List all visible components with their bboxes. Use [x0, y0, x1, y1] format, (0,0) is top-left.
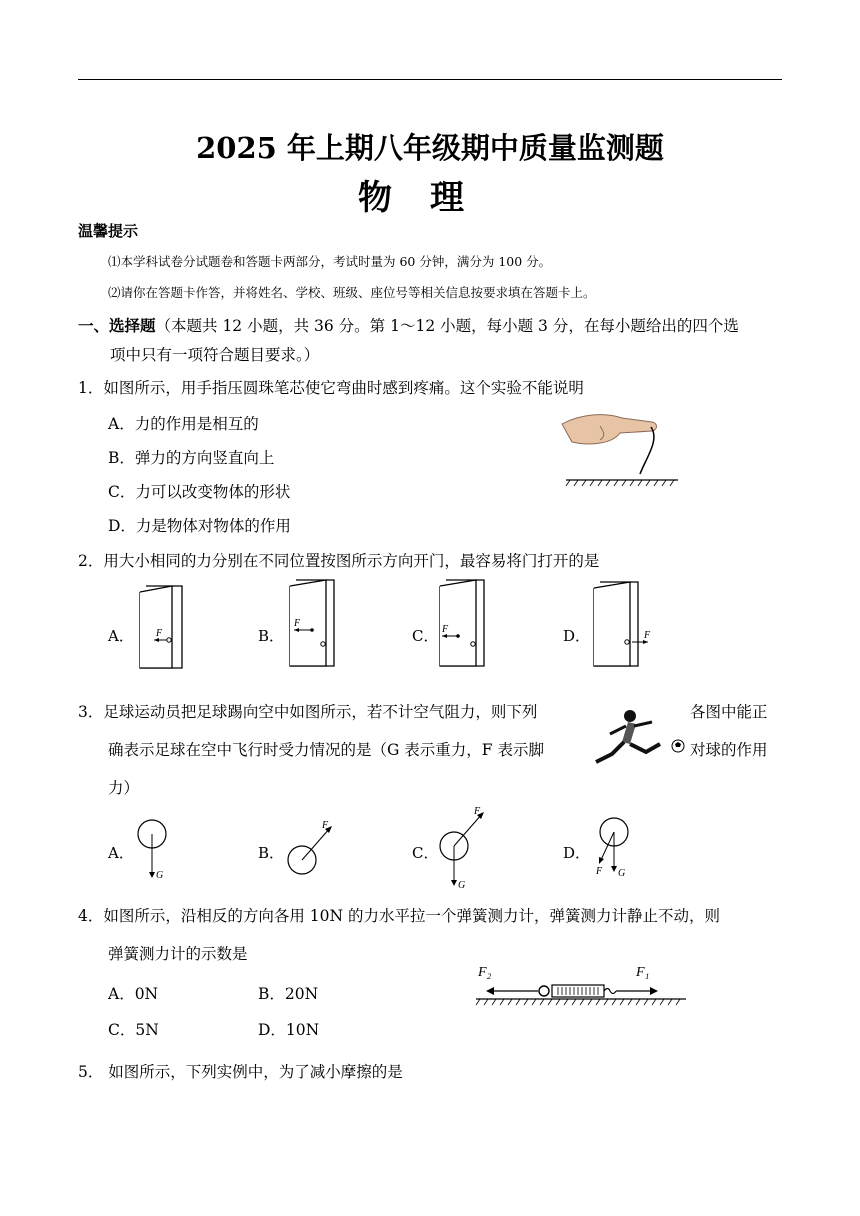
q2-option-c: C． [412, 627, 439, 645]
q3-option-d: D． [563, 844, 591, 862]
exam-title: 2025 年上期八年级期中质量监测题 [196, 131, 664, 165]
question-4-stem-1: 4．如图所示，沿相反的方向各用 10N 的力水平拉一个弹簧测力计，弹簧测力计静止不动，则 [78, 907, 721, 925]
section-title: 一、选择题 [78, 317, 156, 335]
q2-option-a: A． [108, 627, 134, 645]
question-4-stem-2: 弹簧测力计的示数是 [108, 945, 248, 963]
question-3-stem-2a: 确表示足球在空中飞行时受力情况的是（G 表示重力，F 表示脚 [108, 741, 544, 759]
q1-option-d: D．力是物体对物体的作用 [108, 517, 291, 535]
q4-option-d: D．10N [258, 1021, 320, 1039]
f1-label: F₁ [636, 965, 650, 980]
q3-c-g-label: G [458, 880, 466, 891]
q2-c-force-label: F [442, 624, 449, 635]
door-figure-d [590, 580, 660, 672]
header-rule [78, 79, 782, 80]
q4-option-b: B．20N [258, 985, 319, 1003]
q3-b-f-label: F [322, 820, 329, 831]
q1-option-a: A．力的作用是相互的 [108, 415, 259, 433]
q3-d-g-label: G [618, 868, 626, 879]
section-desc: （本题共 12 小题，共 36 分。第 1～12 小题，每小题 3 分，在每小题给出的四个选 [155, 317, 739, 335]
q2-a-force-label: F [156, 628, 163, 639]
q1-option-b: B．弹力的方向竖直向上 [108, 449, 275, 467]
ball-force-diagram-b [286, 818, 346, 880]
q2-option-d: D． [563, 627, 591, 645]
q3-option-a: A． [108, 844, 134, 862]
question-3-stem-1a: 3．足球运动员把足球踢向空中如图所示，若不计空气阻力，则下列 [78, 703, 538, 721]
section-heading [78, 314, 739, 336]
finger-pen-figure [560, 400, 685, 490]
q3-option-b: B． [258, 844, 285, 862]
q3-c-f-label: F [474, 806, 481, 817]
question-3-stem-2b: 对球的作用 [690, 741, 768, 759]
tips-heading: 温馨提示 [78, 222, 139, 240]
q2-d-force-label: F [644, 630, 651, 641]
door-figure-a [136, 584, 192, 672]
tip-item: ⑴本学科试卷分试题卷和答题卡两部分，考试时量为 60 分钟，满分为 100 分。 [108, 254, 552, 269]
football-player-figure [590, 708, 690, 770]
q2-b-force-label: F [294, 618, 301, 629]
f2-label: F₂ [478, 965, 492, 980]
tip-item: ⑵请你在答题卡作答，并将姓名、学校、班级、座位号等相关信息按要求填在答题卡上。 [108, 285, 596, 300]
question-2-stem: 2．用大小相同的力分别在不同位置按图所示方向开门，最容易将门打开的是 [78, 552, 600, 570]
q3-option-c: C． [412, 844, 439, 862]
subject-title: 物理 [358, 178, 502, 218]
question-3-stem-3: 力） [108, 779, 140, 797]
question-1-stem: 1．如图所示，用手指压圆珠笔芯使它弯曲时感到疼痛。这个实验不能说明 [78, 379, 584, 397]
door-figure-c [436, 578, 496, 672]
q3-d-f-label: F [596, 866, 603, 877]
section-desc-cont: 项中只有一项符合题目要求。） [110, 346, 320, 364]
ball-force-diagram-d [592, 814, 636, 880]
ball-force-diagram-c [438, 802, 498, 894]
question-5-stem: 5． 如图所示，下列实例中，为了减小摩擦的是 [78, 1063, 403, 1081]
question-3-stem-1b: 各图中能正 [690, 703, 768, 721]
q3-a-g-label: G [156, 870, 164, 881]
spring-scale-figure [472, 960, 692, 1010]
q2-option-b: B． [258, 627, 285, 645]
q1-option-c: C．力可以改变物体的形状 [108, 483, 291, 501]
q4-option-c: C．5N [108, 1021, 159, 1039]
ball-force-diagram-a [134, 816, 174, 882]
door-figure-b [286, 578, 346, 672]
q4-option-a: A．0N [108, 985, 159, 1003]
